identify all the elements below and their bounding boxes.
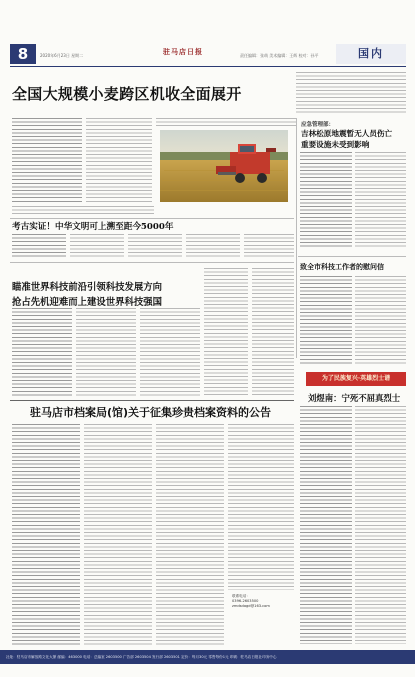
header-rule xyxy=(10,66,406,67)
wheat-body-col2 xyxy=(86,118,152,204)
archive-body-col4 xyxy=(228,424,294,590)
science-body-col1 xyxy=(12,308,72,396)
page-number: 8 xyxy=(10,44,36,64)
martyr-series-banner: 为了民族复兴·英雄烈士谱 xyxy=(306,372,406,386)
issue-date: 2020年6月23日 星期二 xyxy=(40,53,84,58)
archive-body-col1 xyxy=(12,424,80,646)
science-headline-line1: 瞄准世界科技前沿引领科技发展方向 xyxy=(12,282,163,293)
newspaper-logo: 驻马店日报 xyxy=(163,48,203,56)
wheat-harvester-photo xyxy=(160,130,288,202)
right-column-text xyxy=(296,72,406,114)
letter-headline: 致全市科技工作者的慰问信 xyxy=(300,262,384,271)
archive-phone: 0396-2603500 xyxy=(232,599,259,603)
jilin-headline-line2: 重要设施未受到影响 xyxy=(301,140,370,149)
archive-body-col2 xyxy=(84,424,152,646)
archive-contact-label: 联系电话： xyxy=(232,594,250,598)
column-divider xyxy=(296,118,297,358)
science-body-col3 xyxy=(140,308,200,396)
jilin-headline-line1: 吉林松原地震暂无人员伤亡 xyxy=(301,129,393,138)
archive-rule xyxy=(10,400,294,401)
science-body-col5 xyxy=(252,268,294,396)
relics-body-col5 xyxy=(244,234,294,258)
wheat-body-bottom xyxy=(12,206,154,216)
martyr-body-col1 xyxy=(300,406,352,644)
jilin-body-col2 xyxy=(355,152,406,248)
archive-body-col3 xyxy=(156,424,224,646)
section-divider-2 xyxy=(10,262,294,263)
relics-headline: 考古实证！中华文明可上溯至距今5000年 xyxy=(12,222,174,232)
science-body-col2 xyxy=(76,308,136,396)
jilin-kicker: 应急管理部： xyxy=(301,122,335,128)
wheat-headline: 全国大规模小麦跨区机收全面展开 xyxy=(12,85,242,103)
archive-email: zmdsdagd@163.com xyxy=(232,604,270,608)
section-divider xyxy=(10,218,294,219)
archive-headline: 驻马店市档案局(馆)关于征集珍贵档案资料的公告 xyxy=(30,406,272,419)
relics-body-col2 xyxy=(70,234,124,258)
science-body-col4 xyxy=(204,268,248,396)
jilin-body-col1 xyxy=(300,152,352,248)
letter-body-col1 xyxy=(300,276,352,366)
martyr-body-col2 xyxy=(355,406,406,644)
section-title: 国内 xyxy=(336,44,406,64)
letter-body-col2 xyxy=(355,276,406,366)
relics-body-col3 xyxy=(128,234,182,258)
editor-credits: 责任编辑：张萌 美术编辑：王辉 校对：孙平 xyxy=(240,53,319,58)
science-headline-line2: 抢占先机迎难而上建设世界科技强国 xyxy=(12,297,163,308)
wheat-photo-caption xyxy=(160,204,290,218)
footer-band: 社址：驻马店市解放路文化大厦 邮编：463000 电话：总编室 2603500 广告部 2603504 发行部 2603501 定价：每月30元 零售每份1元 印刷：驻马店日报社印务中心 xyxy=(0,650,415,664)
martyr-headline: 刘煜南：宁死不屈真烈士 xyxy=(308,393,401,403)
wheat-body-col1 xyxy=(12,118,82,204)
relics-body-col4 xyxy=(186,234,240,258)
relics-body-col1 xyxy=(12,234,66,258)
wheat-body-col3-top xyxy=(156,118,296,128)
letter-rule xyxy=(298,256,406,257)
archive-contact-block xyxy=(232,594,294,624)
